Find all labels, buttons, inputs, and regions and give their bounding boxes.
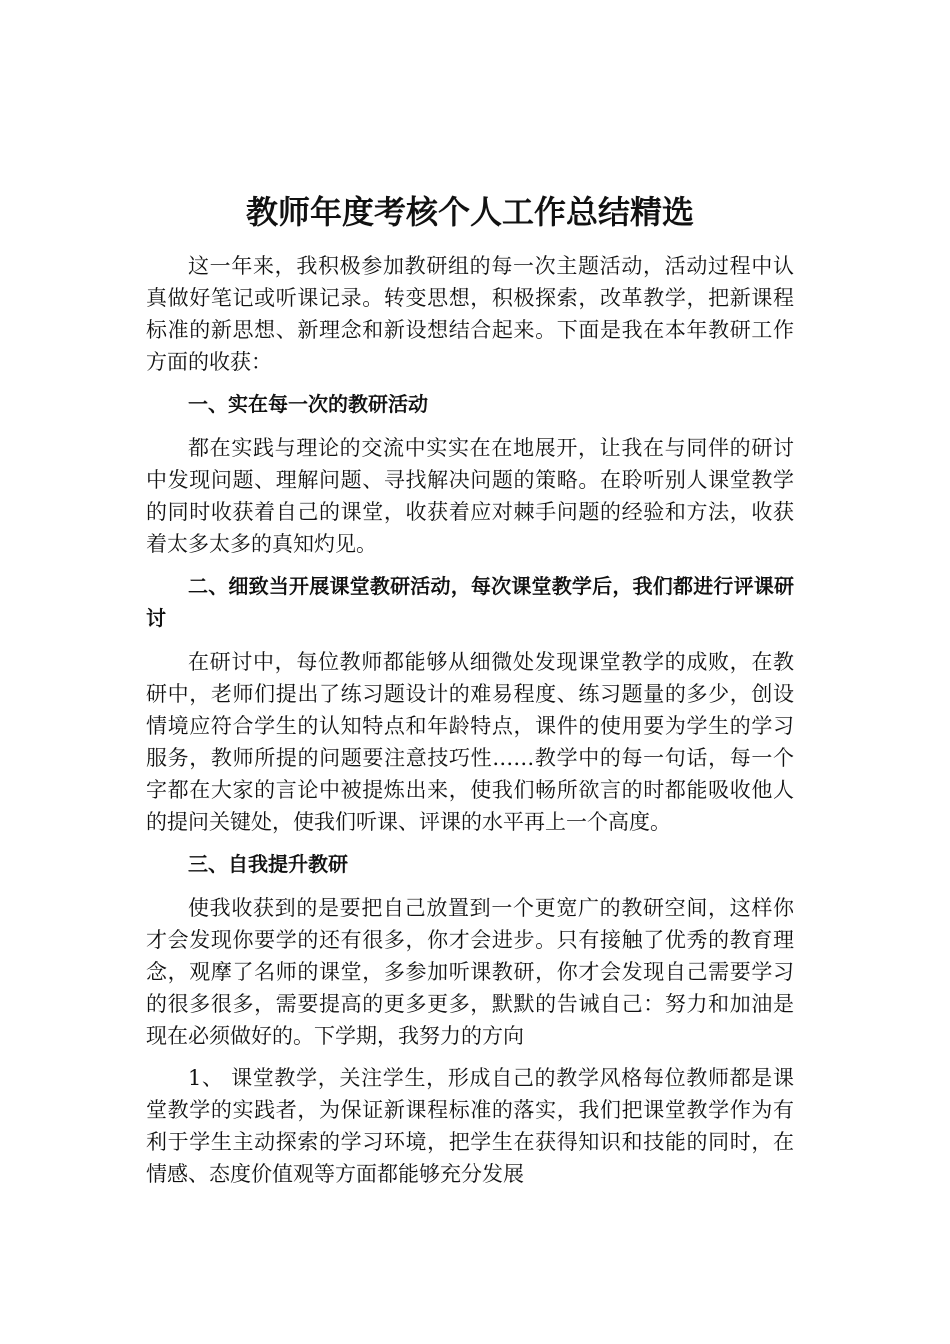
intro-paragraph: 这一年来，我积极参加教研组的每一次主题活动，活动过程中认真做好笔记或听课记录。转变思想，积极探索，改革教学，把新课程标准的新思想、新理念和新设想结合起来。下面是我在本年教研工作方面的收获： xyxy=(146,254,794,374)
section-3-heading: 三、自我提升教研 xyxy=(188,852,348,876)
section-2-paragraph: 在研讨中，每位教师都能够从细微处发现课堂教学的成败，在教研中，老师们提出了练习题设计的难易程度、练习题量的多少，创设情境应符合学生的认知特点和年龄特点，课件的使用要为学生的学习服务，教师所提的问题要注意技巧性……教学中的每一句话，每一个字都在大家的言论中被提炼出来，使我们畅所欲言的时都能吸收他人的提问关键处，使我们听课、评课的水平再上一个高度。 xyxy=(146,650,794,834)
document-page xyxy=(146,188,794,1200)
list-item-1: 1、 课堂教学，关注学生，形成自己的教学风格每位教师都是课堂教学的实践者，为保证新课程标准的落实，我们把课堂教学作为有利于学生主动探索的学习环境，把学生在获得知识和技能的同时，在情感、态度价值观等方面都能够充分发展 xyxy=(146,1066,794,1186)
section-2-heading: 二、细致当开展课堂教研活动，每次课堂教学后，我们都进行评课研讨 xyxy=(146,574,794,630)
document-title: 教师年度考核个人工作总结精选 xyxy=(245,193,694,231)
section-1-heading: 一、实在每一次的教研活动 xyxy=(188,392,428,416)
section-1-paragraph: 都在实践与理论的交流中实实在在地展开，让我在与同伴的研讨中发现问题、理解问题、寻找解决问题的策略。在聆听别人课堂教学的同时收获着自己的课堂，收获着应对棘手问题的经验和方法，收获着太多太多的真知灼见。 xyxy=(146,436,794,556)
section-3-paragraph: 使我收获到的是要把自己放置到一个更宽广的教研空间，这样你才会发现你要学的还有很多，你才会进步。只有接触了优秀的教育理念，观摩了名师的课堂，多参加听课教研，你才会发现自己需要学习的很多很多，需要提高的更多更多，默默的告诫自己：努力和加油是现在必须做好的。下学期，我努力的方向 xyxy=(146,896,794,1048)
